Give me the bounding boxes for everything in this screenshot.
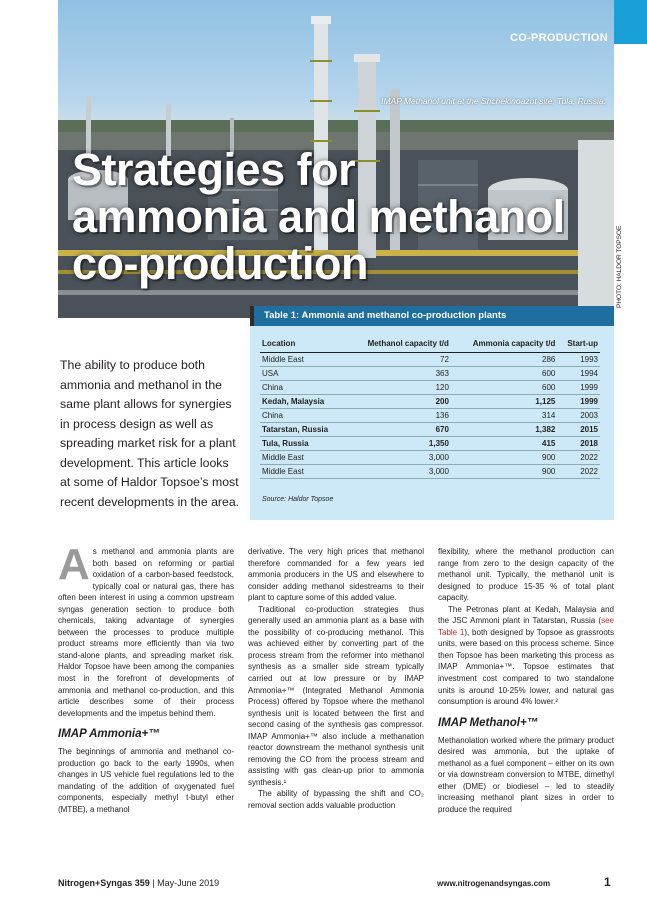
table-cell: 286 [451,353,557,367]
table-cell: 2015 [557,423,600,437]
table-title: Table 1: Ammonia and methanol co-production plants [250,306,614,326]
table-cell: Middle East [260,465,346,479]
table-cell: China [260,409,346,423]
column-header: Ammonia capacity t/d [451,336,557,353]
table-cell: Tula, Russia [260,437,346,451]
table-cell: Middle East [260,353,346,367]
table-cell: 136 [346,409,451,423]
table-row [260,437,600,451]
table-row [260,353,600,367]
headline-line: co-production [72,238,368,289]
table-cell: 2022 [557,451,600,465]
table-row [260,451,600,465]
body-column-3 [438,546,614,815]
paragraph-text: ), both designed by Topsoe as grassroots units, were based on this process scheme. Since then Topsoe has been marketing this process as IMAP Ammonia+™. Topsoe estimates that investment cost compared to two standalone units is around 10-25% lower, and natural gas consumption is around 4% lower.² [438,627,614,707]
subheading: IMAP Methanol+™ [438,716,539,729]
table-reference-link[interactable]: see Table 1 [438,616,614,637]
table-cell: 1999 [557,395,600,409]
paragraph-text: The Petronas plant at Kedah, Malaysia and the JSC Ammoni plant in Tatarstan, Russia ( [438,604,614,626]
body-column-1 [58,540,234,815]
table-cell: China [260,381,346,395]
footer-publication [58,878,219,888]
paragraph [58,540,234,719]
table-cell: 2022 [557,465,600,479]
footer-website[interactable]: www.nitrogenandsyngas.com [437,879,551,888]
standfirst: The ability to produce both ammonia and methanol in the same plant allows for synergies in process design as well as spreading market risk for a plant development. This article looks at some of Haldor Topsoe’s most recent developments in the area. [60,358,240,509]
subheading: IMAP Ammonia+™ [58,728,160,741]
table-cell: 314 [451,409,557,423]
table-source: Source: Haldor Topsoe [262,496,334,503]
table-cell: 670 [346,423,451,437]
table-row [260,367,600,381]
table-cell: 72 [346,353,451,367]
page-number: 1 [604,875,611,889]
table-cell: 1,382 [451,423,557,437]
table-cell: Kedah, Malaysia [260,395,346,409]
table-header-row [260,336,600,353]
table-cell: 120 [346,381,451,395]
paragraph: derivative. The very high prices that methanol therefore commanded for a few years led ammonia producers in the US and elsewhere to consider adding methanol sidestreams to their plant to capture some of this added value. [248,547,424,603]
table-cell: Middle East [260,451,346,465]
table-cell: 600 [451,367,557,381]
table-cell: Tatarstan, Russia [260,423,346,437]
table-cell: 1999 [557,381,600,395]
paragraph: Traditional co-production strategies thus generally used an ammonia plant as a base with the possibility of co-producing methanol. This was achieved either by converting part of the process stream from the reformer into methanol synthesis as a smaller side stream typically carried out at low pressure or by IMAP Ammonia+™ (Integrated Methanol Ammonia Process) offered by Topsoe where the methanol synthesis unit is located between the first and second casing of the synthesis gas compressor. IMAP Ammonia+™ also include a methanation reactor downstream the methanol synthesis unit removing the CO from the process stream and assisting with gas clean-up prior to ammonia synthesis.¹ [248,604,424,787]
article-headline [72,146,612,287]
paragraph [438,604,614,708]
table-row [260,423,600,437]
photo-credit: PHOTO: HALDOR TOPSOE [616,225,623,308]
coproduction-table [260,336,600,479]
table-cell: 2003 [557,409,600,423]
issue-date: | May-June 2019 [152,878,220,888]
column-header: Methanol capacity t/d [346,336,451,353]
table-cell: 1,125 [451,395,557,409]
table-cell: 1994 [557,367,600,381]
table-cell: 363 [346,367,451,381]
section-label: CO-PRODUCTION [509,32,608,44]
column-header: Start-up [557,336,600,353]
drop-cap: A [58,540,90,589]
table-cell: 415 [451,437,557,451]
table-cell: 1,350 [346,437,451,451]
table-row [260,465,600,479]
column-header: Location [260,336,346,353]
publication-name: Nitrogen+Syngas 359 [58,878,150,888]
paragraph: The ability of bypassing the shift and CO₂ removal section adds valuable production [248,789,424,811]
table-cell: 600 [451,381,557,395]
headline-line: ammonia and methanol [72,191,565,242]
paragraph: The beginnings of ammonia and methanol co-production go back to the early 1990s, when changes in US vehicle fuel regulations led to the mandating of the addition of oxygenated fuel components, especially methyl t-butyl ether (MTBE), a methanol [58,747,234,814]
table-cell: 2018 [557,437,600,451]
paragraph-text: s methanol and ammonia plants are both based on reforming or partial oxidation of a carbon-based feedstock, typically coal or natural gas, there has often been interest in using a common upstream syngas generation section to produce both chemicals, taking advantage of synergies between the processes to produce multiple product streams more efficiently than via two stand-alone plants, and spreading market risk. Haldor Topsoe have been among the companies most in the forefront of developments of ammonia and methanol co-production, and this article describes some of their process developments and the impetus behind them. [58,547,234,718]
table-cell: USA [260,367,346,381]
paragraph: flexibility, where the methanol production can range from zero to the design capacity of the methanol unit. Typically, the methanol unit is designed to produce 15-35 % of total plant capacity. [438,547,614,603]
table-row [260,395,600,409]
table-panel [250,306,614,520]
table-cell: 1993 [557,353,600,367]
section-tab [614,0,647,44]
body-column-2 [248,546,424,812]
table-row [260,381,600,395]
table-cell: 3,000 [346,451,451,465]
paragraph: Methanolation worked where the primary product desired was ammonia, but the uptake of methanol as a fuel component – either on its own or via downstream conversion to MTBE, dimethyl ether (DME) or biodiesel – led to steadily increasing methanol plant sizes in order to produce the required [438,735,614,814]
table-cell: 900 [451,451,557,465]
table-row [260,409,600,423]
table-cell: 3,000 [346,465,451,479]
photo-caption: IMAP Methanol unit at the Shchekinoazot site, Tula, Russia. [381,96,606,106]
table-cell: 200 [346,395,451,409]
headline-line: Strategies for [72,144,356,195]
table-cell: 900 [451,465,557,479]
